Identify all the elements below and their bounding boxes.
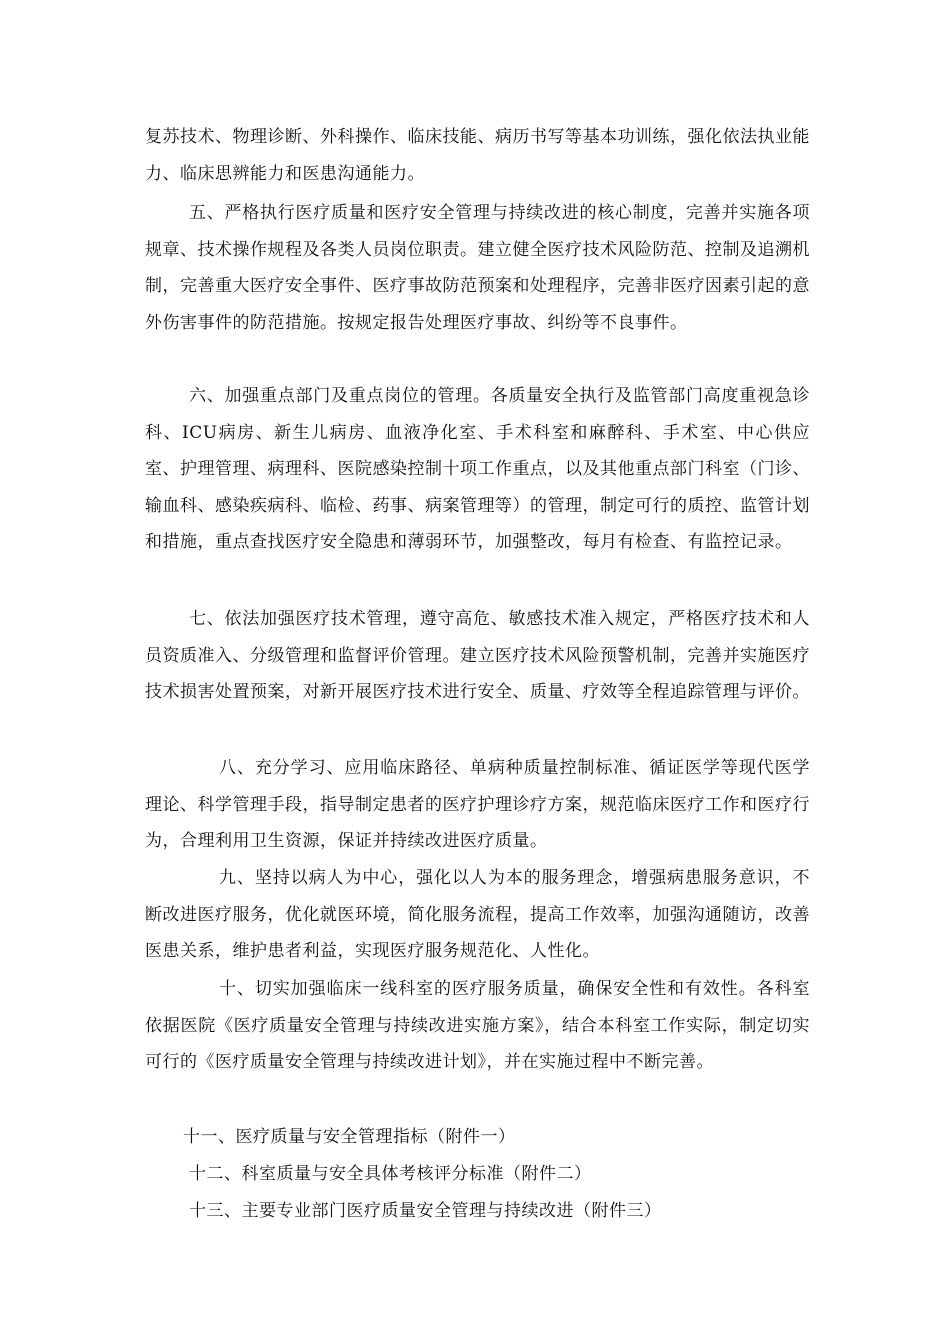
paragraph-item-10: 十、切实加强临床一线科室的医疗服务质量，确保安全性和有效性。各科室依据医院《医疗质量安全管理与持续改进实施方案》，结合本科室工作实际，制定切实可行的《医疗质量安全管理与持续改进计划》，并在实施过程中不断完善。 <box>145 979 810 1072</box>
paragraph-item-7: 七、依法加强医疗技术管理，遵守高危、敏感技术准入规定，严格医疗技术和人员资质准入、分级管理和监督评价管理。建立医疗技术风险预警机制，完善并实施医疗技术损害处置预案，对新开展医疗技术进行安全、质量、疗效等全程追踪管理与评价。 <box>145 609 810 702</box>
paragraph-item-12: 十二、科室质量与安全具体考核评分标准（附件二） <box>189 1164 592 1184</box>
paragraph-item-8: 八、充分学习、应用临床路径、单病种质量控制标准、循证医学等现代医学理论、科学管理手段，指导制定患者的医疗护理诊疗方案，规范临床医疗工作和医疗行为，合理利用卫生资源，保证并持续改进医疗质量。 <box>145 758 810 851</box>
paragraph-item-9: 九、坚持以病人为中心，强化以人为本的服务理念，增强病患服务意识，不断改进医疗服务，优化就医环境，简化服务流程，提高工作效率，加强沟通随访，改善医患关系，维护患者利益，实现医疗服务规范化、人性化。 <box>145 868 810 961</box>
paragraph-item-13: 十三、主要专业部门医疗质量安全管理与持续改进（附件三） <box>189 1201 662 1221</box>
paragraph-item-5: 五、严格执行医疗质量和医疗安全管理与持续改进的核心制度，完善并实施各项规章、技术操作规程及各类人员岗位职责。建立健全医疗技术风险防范、控制及追溯机制，完善重大医疗安全事件、医疗事故防范预案和处理程序，完善非医疗因素引起的意外伤害事件的防范措施。按规定报告处理医疗事故、纠纷等不良事件。 <box>145 203 810 333</box>
paragraph-item-11: 十一、医疗质量与安全管理指标（附件一） <box>183 1127 516 1147</box>
paragraph-continuation: 复苏技术、物理诊断、外科操作、临床技能、病历书写等基本功训练，强化依法执业能力、临床思辨能力和医患沟通能力。 <box>145 127 810 184</box>
paragraph-item-6: 六、加强重点部门及重点岗位的管理。各质量安全执行及监管部门高度重视急诊科、ICU病房、新生儿病房、血液净化室、手术科室和麻醉科、手术室、中心供应室、护理管理、病理科、医院感染控制十项工作重点，以及其他重点部门科室（门诊、输血科、感染疾病科、临检、药事、病案管理等）的管理，制定可行的质控、监管计划和措施，重点查找医疗安全隐患和薄弱环节，加强整改，每月有检查、有监控记录。 <box>145 386 810 552</box>
